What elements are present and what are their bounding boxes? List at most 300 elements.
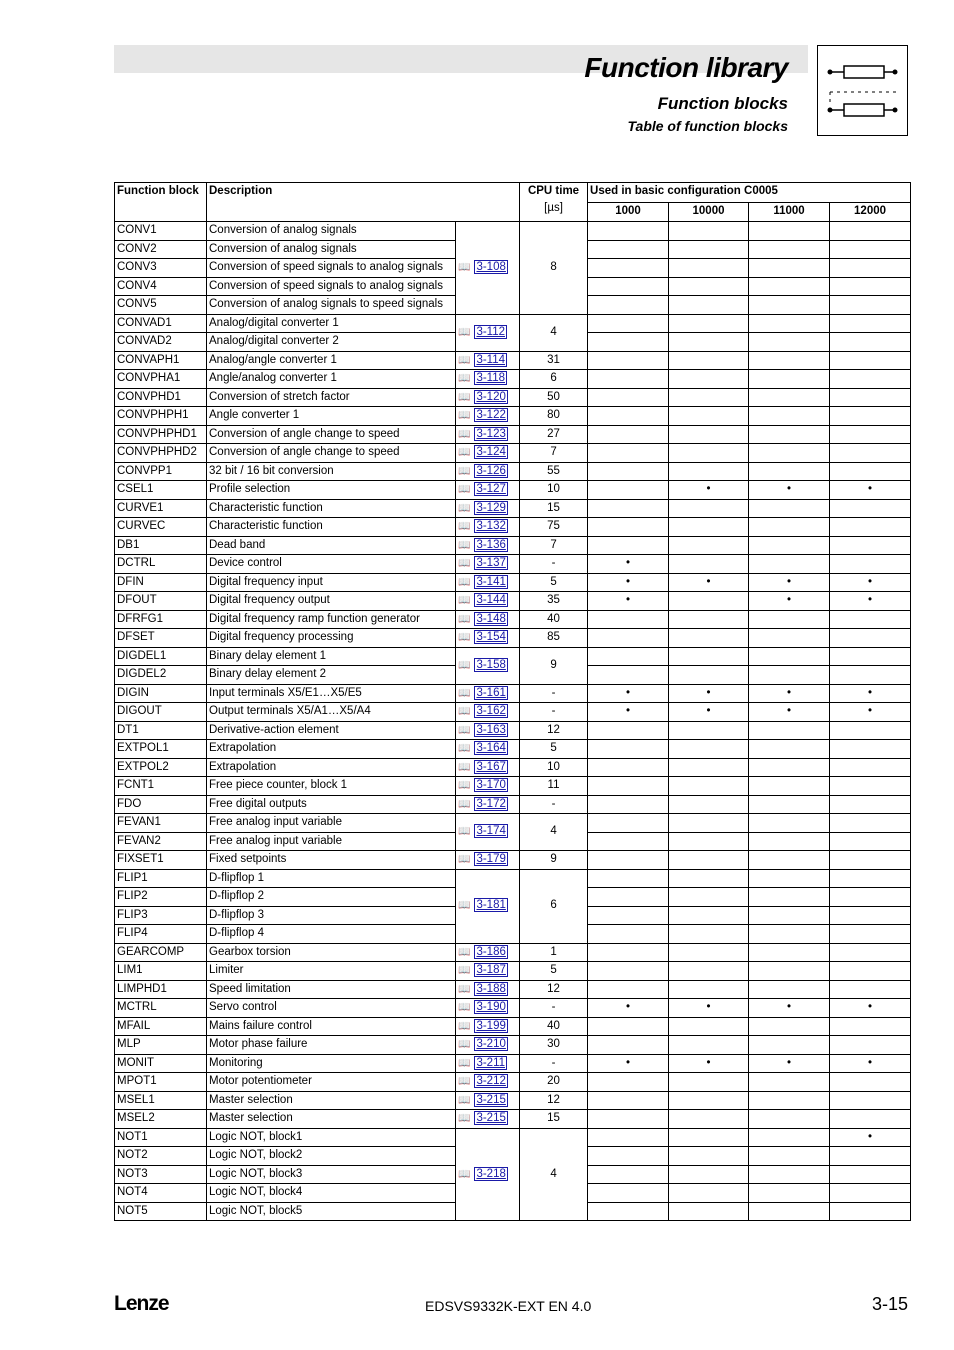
- page-reference-link[interactable]: 3-174: [476, 825, 506, 838]
- config-usage-cell: [830, 610, 911, 629]
- header-config-1000: 1000: [588, 202, 669, 222]
- page-reference: [456, 592, 520, 611]
- config-usage-cell: [669, 1147, 749, 1166]
- function-block-name: CONVAPH1: [115, 351, 207, 370]
- section-title: Table of function blocks: [627, 118, 788, 134]
- page-reference: [456, 1091, 520, 1110]
- table-row: [115, 703, 911, 722]
- page-reference-link[interactable]: 3-170: [476, 779, 506, 791]
- function-block-name: DIGIN: [115, 684, 207, 703]
- page-reference: [456, 980, 520, 999]
- config-usage-cell: [669, 610, 749, 629]
- config-usage-cell: [588, 1073, 669, 1092]
- function-block-description: Motor phase failure: [207, 1036, 456, 1055]
- book-icon: 📖: [458, 539, 471, 551]
- config-usage-cell: [588, 869, 669, 888]
- page-reference-link[interactable]: 3-129: [476, 501, 506, 514]
- config-usage-cell: [830, 943, 911, 962]
- function-block-name: CONVAD1: [115, 314, 207, 333]
- config-usage-cell: [830, 444, 911, 463]
- page-reference-link[interactable]: 3-148: [476, 612, 506, 625]
- page-reference-link[interactable]: 3-164: [476, 742, 506, 754]
- config-usage-cell: [588, 814, 669, 833]
- cpu-time-value: 27: [520, 425, 588, 444]
- page-reference-link[interactable]: 3-190: [476, 1001, 506, 1013]
- config-usage-cell: [588, 370, 669, 389]
- function-block-description: Free analog input variable: [207, 832, 456, 851]
- cpu-time-value: 85: [520, 629, 588, 648]
- function-block-name: CONVPHA1: [115, 370, 207, 389]
- config-usage-cell: [669, 296, 749, 315]
- function-block-description: Derivative-action element: [207, 721, 456, 740]
- config-usage-cell: [749, 832, 830, 851]
- book-icon: 📖: [458, 687, 471, 699]
- page-reference: [456, 462, 520, 481]
- page-reference-link[interactable]: 3-108: [476, 261, 506, 273]
- book-icon: 📖: [458, 632, 471, 643]
- cpu-time-value: -: [520, 795, 588, 814]
- config-usage-cell: [669, 703, 749, 722]
- page-reference: [456, 425, 520, 444]
- config-usage-cell: [749, 536, 830, 555]
- function-block-description: Characteristic function: [207, 499, 456, 518]
- config-usage-cell: [588, 1110, 669, 1129]
- function-block-name: CONVPHD1: [115, 388, 207, 407]
- config-usage-cell: [669, 592, 749, 611]
- config-usage-cell: [749, 462, 830, 481]
- config-usage-cell: [749, 518, 830, 537]
- table-row: [115, 1017, 911, 1036]
- page-reference-link[interactable]: 3-199: [476, 1019, 506, 1032]
- config-usage-cell: [830, 314, 911, 333]
- cpu-time-value: 15: [520, 499, 588, 518]
- config-usage-cell: [749, 999, 830, 1018]
- config-usage-cell: [669, 721, 749, 740]
- config-usage-cell: [749, 573, 830, 592]
- function-block-name: DCTRL: [115, 555, 207, 574]
- page-reference-link[interactable]: 3-136: [476, 538, 506, 551]
- book-icon: 📖: [458, 1002, 471, 1013]
- config-usage-cell: [588, 610, 669, 629]
- config-usage-cell: [830, 259, 911, 278]
- page-reference-link[interactable]: 3-161: [476, 686, 506, 699]
- function-block-name: CSEL1: [115, 481, 207, 500]
- config-usage-cell: [830, 758, 911, 777]
- function-block-description: Digital frequency output: [207, 592, 456, 611]
- usage-dot-icon: •: [868, 1001, 873, 1013]
- config-usage-cell: [669, 1184, 749, 1203]
- function-block-name: LIM1: [115, 962, 207, 981]
- config-usage-cell: [669, 1073, 749, 1092]
- book-icon: 📖: [458, 613, 471, 625]
- cpu-time-value: -: [520, 684, 588, 703]
- page-reference: [456, 1054, 520, 1073]
- config-usage-cell: [588, 1147, 669, 1166]
- page-title: Function library: [584, 52, 788, 83]
- page-reference-link[interactable]: 3-124: [476, 446, 506, 458]
- book-icon: 📖: [458, 354, 471, 366]
- config-usage-cell: [830, 740, 911, 759]
- table-row: [115, 1073, 911, 1092]
- page-reference-link[interactable]: 3-188: [476, 982, 506, 995]
- config-usage-cell: [669, 869, 749, 888]
- function-block-description: Master selection: [207, 1110, 456, 1129]
- config-usage-cell: [588, 777, 669, 796]
- table-row: [115, 721, 911, 740]
- config-usage-cell: [669, 1091, 749, 1110]
- function-block-name: FLIP1: [115, 869, 207, 888]
- page-reference-link[interactable]: 3-210: [476, 1038, 506, 1050]
- cpu-time-value: 5: [520, 962, 588, 981]
- page-reference-link[interactable]: 3-212: [476, 1075, 506, 1087]
- book-icon: 📖: [458, 1094, 471, 1106]
- config-usage-cell: [669, 277, 749, 296]
- config-usage-cell: [588, 1017, 669, 1036]
- page-number: 3-15: [871, 1294, 908, 1314]
- config-usage-cell: [830, 1147, 911, 1166]
- usage-dot-icon: •: [787, 575, 792, 588]
- cpu-time-value: 10: [520, 758, 588, 777]
- function-block-name: LIMPHD1: [115, 980, 207, 999]
- page-reference-link[interactable]: 3-215: [476, 1093, 506, 1106]
- page-reference: [456, 1128, 520, 1221]
- config-usage-cell: [588, 499, 669, 518]
- page-reference-link[interactable]: 3-218: [476, 1167, 506, 1180]
- function-block-description: Free piece counter, block 1: [207, 777, 456, 796]
- table-row: [115, 499, 911, 518]
- function-block-description: Device control: [207, 555, 456, 574]
- table-body: [115, 222, 911, 1221]
- book-icon: 📖: [458, 1113, 471, 1124]
- config-usage-cell: [669, 425, 749, 444]
- function-block-description: Analog/digital converter 1: [207, 314, 456, 333]
- table-row: [115, 1128, 911, 1147]
- config-usage-cell: [669, 888, 749, 907]
- config-usage-cell: [669, 518, 749, 537]
- usage-dot-icon: •: [787, 1001, 792, 1013]
- config-usage-cell: [830, 1110, 911, 1129]
- function-block-name: EXTPOL2: [115, 758, 207, 777]
- book-icon: 📖: [458, 558, 471, 569]
- function-block-description: Free analog input variable: [207, 814, 456, 833]
- page-reference: [456, 851, 520, 870]
- usage-dot-icon: •: [626, 1056, 631, 1069]
- function-block-name: MONIT: [115, 1054, 207, 1073]
- book-icon: 📖: [458, 502, 471, 514]
- config-usage-cell: [669, 240, 749, 259]
- cpu-time-value: 75: [520, 518, 588, 537]
- config-usage-cell: [830, 425, 911, 444]
- header-config-11000: 11000: [749, 202, 830, 222]
- page-reference-link[interactable]: 3-137: [476, 557, 506, 569]
- page-reference-link[interactable]: 3-120: [476, 390, 506, 403]
- cpu-time-value: 50: [520, 388, 588, 407]
- function-block-description: Digital frequency processing: [207, 629, 456, 648]
- config-usage-cell: [588, 980, 669, 999]
- config-usage-cell: [749, 481, 830, 500]
- config-usage-cell: [830, 388, 911, 407]
- config-usage-cell: [830, 277, 911, 296]
- usage-dot-icon: •: [868, 594, 873, 606]
- cpu-time-value: 5: [520, 740, 588, 759]
- page-reference-link[interactable]: 3-215: [476, 1112, 506, 1124]
- config-usage-cell: [588, 536, 669, 555]
- book-icon: 📖: [458, 1168, 471, 1180]
- config-usage-cell: [669, 666, 749, 685]
- usage-dot-icon: •: [626, 594, 631, 606]
- book-icon: 📖: [458, 391, 471, 403]
- table-row: [115, 740, 911, 759]
- cpu-time-unit: [µs]: [544, 202, 563, 214]
- usage-dot-icon: •: [787, 686, 792, 699]
- usage-dot-icon: •: [626, 705, 631, 717]
- page-reference-link[interactable]: 3-123: [476, 427, 506, 440]
- function-block-name: EXTPOL1: [115, 740, 207, 759]
- config-usage-cell: [830, 351, 911, 370]
- page-reference-link[interactable]: 3-132: [476, 520, 506, 532]
- page-reference-link[interactable]: 3-186: [476, 945, 506, 958]
- config-usage-cell: [588, 425, 669, 444]
- usage-dot-icon: •: [706, 686, 711, 699]
- page-reference-link[interactable]: 3-172: [476, 797, 506, 810]
- config-usage-cell: [749, 555, 830, 574]
- table-row: [115, 610, 911, 629]
- config-usage-cell: [830, 592, 911, 611]
- function-block-name: DIGDEL2: [115, 666, 207, 685]
- cpu-time-value: 12: [520, 980, 588, 999]
- page-reference: [456, 388, 520, 407]
- book-icon: 📖: [458, 465, 471, 477]
- header-description: Description: [207, 183, 520, 222]
- config-usage-cell: [830, 1184, 911, 1203]
- function-block-name: CONV5: [115, 296, 207, 315]
- config-usage-cell: [830, 499, 911, 518]
- function-block-name: DB1: [115, 536, 207, 555]
- config-usage-cell: [588, 407, 669, 426]
- cpu-time-value: 9: [520, 647, 588, 684]
- config-usage-cell: [588, 296, 669, 315]
- function-block-name: NOT4: [115, 1184, 207, 1203]
- cpu-time-value: 11: [520, 777, 588, 796]
- config-usage-cell: [588, 259, 669, 278]
- page-reference-link[interactable]: 3-112: [476, 325, 506, 338]
- page-reference: [456, 555, 520, 574]
- page-reference-link[interactable]: 3-141: [476, 575, 506, 588]
- config-usage-cell: [830, 647, 911, 666]
- function-block-description: Conversion of analog signals: [207, 222, 456, 241]
- page-reference: [456, 481, 520, 500]
- config-usage-cell: [588, 758, 669, 777]
- book-icon: 📖: [458, 798, 471, 810]
- page-reference-link[interactable]: 3-127: [476, 483, 506, 495]
- config-usage-cell: [830, 462, 911, 481]
- table-row: [115, 536, 911, 555]
- config-usage-cell: [588, 1202, 669, 1221]
- function-block-name: CONV3: [115, 259, 207, 278]
- config-usage-cell: [749, 425, 830, 444]
- config-usage-cell: [588, 518, 669, 537]
- config-usage-cell: [669, 814, 749, 833]
- config-usage-cell: [830, 906, 911, 925]
- page-reference-link[interactable]: 3-179: [476, 853, 506, 865]
- usage-dot-icon: •: [706, 1001, 711, 1013]
- function-block-description: Fixed setpoints: [207, 851, 456, 870]
- table-row: [115, 444, 911, 463]
- function-block-name: FLIP4: [115, 925, 207, 944]
- config-usage-cell: [588, 351, 669, 370]
- function-block-name: CONV4: [115, 277, 207, 296]
- config-usage-cell: [588, 851, 669, 870]
- config-usage-cell: [749, 703, 830, 722]
- table-row: [115, 388, 911, 407]
- config-usage-cell: [588, 277, 669, 296]
- page-reference-link[interactable]: 3-144: [476, 594, 506, 606]
- page-reference: [456, 444, 520, 463]
- cpu-time-value: 31: [520, 351, 588, 370]
- config-usage-cell: [830, 1017, 911, 1036]
- page-reference: [456, 943, 520, 962]
- page-reference-link[interactable]: 3-167: [476, 760, 506, 773]
- table-row: [115, 1110, 911, 1129]
- cpu-time-value: 4: [520, 314, 588, 351]
- page-reference: [456, 777, 520, 796]
- table-row: [115, 222, 911, 241]
- config-usage-cell: [669, 1017, 749, 1036]
- lenze-logo: Lenze: [114, 1292, 169, 1315]
- config-usage-cell: [588, 925, 669, 944]
- usage-dot-icon: •: [868, 575, 873, 588]
- config-usage-cell: [749, 962, 830, 981]
- function-block-name: FEVAN1: [115, 814, 207, 833]
- cpu-time-value: 4: [520, 1128, 588, 1221]
- config-usage-cell: [749, 222, 830, 241]
- page-reference-link[interactable]: 3-162: [476, 705, 506, 717]
- config-usage-cell: [588, 999, 669, 1018]
- function-block-description: Logic NOT, block4: [207, 1184, 456, 1203]
- table-row: [115, 425, 911, 444]
- usage-dot-icon: •: [868, 1056, 873, 1069]
- page-reference-link[interactable]: 3-118: [476, 372, 506, 384]
- book-icon: 📖: [458, 326, 471, 338]
- config-usage-cell: [749, 758, 830, 777]
- header-used-in: Used in basic configuration C0005: [588, 183, 911, 203]
- book-icon: 📖: [458, 724, 471, 736]
- cpu-time-value: 40: [520, 1017, 588, 1036]
- page-reference: [456, 703, 520, 722]
- usage-dot-icon: •: [626, 686, 631, 699]
- function-block-name: MCTRL: [115, 999, 207, 1018]
- function-block-name: MSEL2: [115, 1110, 207, 1129]
- function-block-description: Binary delay element 2: [207, 666, 456, 685]
- config-usage-cell: [830, 869, 911, 888]
- config-usage-cell: [669, 462, 749, 481]
- config-usage-cell: [749, 1036, 830, 1055]
- page-reference-link[interactable]: 3-187: [476, 964, 506, 976]
- page-reference-link[interactable]: 3-181: [476, 899, 506, 912]
- book-icon: 📖: [458, 521, 471, 532]
- table-row: [115, 777, 911, 796]
- table-row: [115, 555, 911, 574]
- config-usage-cell: [669, 1128, 749, 1147]
- page-reference-link[interactable]: 3-154: [476, 631, 506, 643]
- function-block-name: FCNT1: [115, 777, 207, 796]
- function-block-name: DFOUT: [115, 592, 207, 611]
- config-usage-cell: [588, 444, 669, 463]
- config-usage-cell: [669, 832, 749, 851]
- function-block-name: MSEL1: [115, 1091, 207, 1110]
- config-usage-cell: [749, 1128, 830, 1147]
- function-block-description: Analog/digital converter 2: [207, 333, 456, 352]
- function-block-description: Analog/angle converter 1: [207, 351, 456, 370]
- config-usage-cell: [749, 1147, 830, 1166]
- config-usage-cell: [830, 832, 911, 851]
- function-block-description: D-flipflop 3: [207, 906, 456, 925]
- function-block-name: NOT1: [115, 1128, 207, 1147]
- config-usage-cell: [830, 629, 911, 648]
- table-row: [115, 629, 911, 648]
- config-usage-cell: [749, 296, 830, 315]
- config-usage-cell: [588, 240, 669, 259]
- cpu-time-value: 9: [520, 851, 588, 870]
- cpu-time-label: CPU time: [527, 185, 580, 197]
- config-usage-cell: [749, 314, 830, 333]
- usage-dot-icon: •: [626, 575, 631, 588]
- book-icon: 📖: [458, 1039, 471, 1050]
- function-block-name: MPOT1: [115, 1073, 207, 1092]
- config-usage-cell: [588, 314, 669, 333]
- config-usage-cell: [669, 481, 749, 500]
- function-block-description: Limiter: [207, 962, 456, 981]
- page-reference-link[interactable]: 3-122: [476, 409, 506, 421]
- book-icon: 📖: [458, 854, 471, 865]
- function-block-description: Output terminals X5/A1…X5/A4: [207, 703, 456, 722]
- config-usage-cell: [749, 1073, 830, 1092]
- function-block-name: DFRFG1: [115, 610, 207, 629]
- config-usage-cell: [830, 703, 911, 722]
- config-usage-cell: [830, 555, 911, 574]
- page-reference: [456, 758, 520, 777]
- page-reference: [456, 814, 520, 851]
- config-usage-cell: [588, 462, 669, 481]
- cpu-time-value: 80: [520, 407, 588, 426]
- table-row: [115, 370, 911, 389]
- page-reference-link[interactable]: 3-158: [476, 658, 506, 671]
- config-usage-cell: [669, 740, 749, 759]
- page-reference: [456, 721, 520, 740]
- book-icon: 📖: [458, 743, 471, 754]
- table-row: [115, 592, 911, 611]
- page-reference-link[interactable]: 3-163: [476, 723, 506, 736]
- config-usage-cell: [588, 1091, 669, 1110]
- config-usage-cell: [830, 333, 911, 352]
- function-block-description: Profile selection: [207, 481, 456, 500]
- config-usage-cell: [830, 222, 911, 241]
- config-usage-cell: [830, 721, 911, 740]
- function-block-name: CONVPHPHD2: [115, 444, 207, 463]
- config-usage-cell: [588, 1054, 669, 1073]
- function-block-description: D-flipflop 2: [207, 888, 456, 907]
- cpu-time-value: 12: [520, 721, 588, 740]
- usage-dot-icon: •: [787, 1056, 792, 1069]
- page-reference-link[interactable]: 3-114: [476, 353, 506, 366]
- page-reference: [456, 1110, 520, 1129]
- page-reference-link[interactable]: 3-126: [476, 464, 506, 477]
- config-usage-cell: [830, 888, 911, 907]
- config-usage-cell: [588, 333, 669, 352]
- page-reference-link[interactable]: 3-211: [476, 1056, 506, 1069]
- config-usage-cell: [749, 1054, 830, 1073]
- page-reference: [456, 869, 520, 943]
